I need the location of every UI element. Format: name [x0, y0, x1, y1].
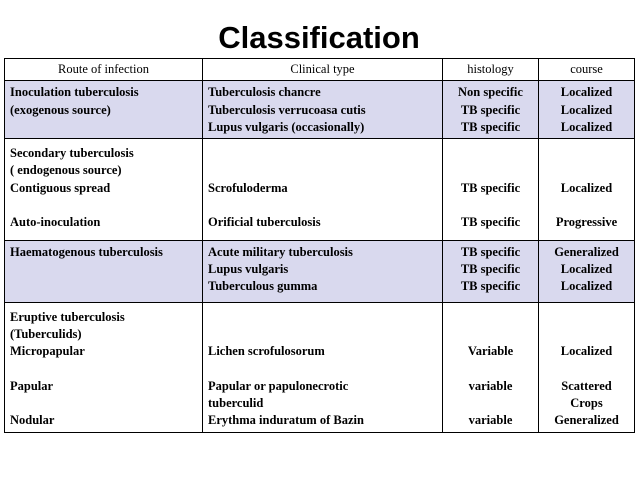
- course-cell: [539, 139, 635, 240]
- table-row: [5, 240, 635, 302]
- route-line: Micropapular: [10, 344, 85, 359]
- header-histology: histology: [443, 59, 539, 81]
- spacer: [544, 162, 629, 179]
- table-row: [5, 81, 635, 139]
- route-cell: [5, 139, 203, 240]
- course-line: Generalized: [554, 244, 619, 259]
- clinical-line: Tuberculous gumma: [208, 279, 318, 294]
- clinical-line: Lichen scrofulosorum: [208, 344, 325, 359]
- histology-line: TB specific: [460, 261, 521, 276]
- histology-line: Non specific: [458, 85, 523, 100]
- spacer: [448, 326, 533, 343]
- table-row: [5, 139, 635, 240]
- course-line: Localized: [560, 102, 613, 117]
- course-line: Localized: [560, 85, 613, 100]
- clinical-cell: [203, 139, 443, 240]
- spacer: [208, 197, 437, 214]
- route-line: Secondary tuberculosis: [10, 146, 134, 161]
- route-cell: [5, 240, 203, 302]
- clinical-cell: [203, 81, 443, 139]
- header-route: Route of infection: [5, 59, 203, 81]
- spacer: [208, 360, 437, 377]
- spacer: [448, 395, 533, 412]
- spacer: [544, 326, 629, 343]
- clinical-line: Papular or papulonecrotic: [208, 378, 349, 393]
- course-line: Localized: [560, 119, 613, 134]
- header-row: [5, 59, 635, 81]
- course-line: Generalized: [554, 413, 619, 428]
- histology-line: TB specific: [460, 215, 521, 230]
- spacer: [208, 145, 437, 162]
- clinical-cell: [203, 240, 443, 302]
- histology-line: TB specific: [460, 119, 521, 134]
- clinical-line: Scrofuloderma: [208, 180, 288, 195]
- course-cell: [539, 240, 635, 302]
- clinical-cell: [203, 302, 443, 432]
- histology-line: TB specific: [460, 244, 521, 259]
- histology-cell: [443, 139, 539, 240]
- spacer: [448, 360, 533, 377]
- spacer: [544, 360, 629, 377]
- route-line: Papular: [10, 378, 54, 393]
- route-line: (exogenous source): [10, 102, 111, 117]
- spacer: [448, 162, 533, 179]
- spacer: [208, 309, 437, 326]
- classification-table: [4, 58, 635, 433]
- course-line: Crops: [570, 396, 603, 411]
- route-line: ( endogenous source): [10, 163, 122, 178]
- clinical-line: tuberculid: [208, 396, 264, 411]
- route-line: Inoculation tuberculosis: [10, 85, 139, 100]
- spacer: [208, 326, 437, 343]
- route-line: (Tuberculids): [10, 326, 82, 341]
- route-line: Auto-inoculation: [10, 215, 101, 230]
- clinical-line: Orificial tuberculosis: [208, 215, 321, 230]
- table-row: [5, 302, 635, 432]
- spacer: [448, 145, 533, 162]
- spacer: [544, 197, 629, 214]
- course-line: Localized: [560, 180, 613, 195]
- clinical-line: Lupus vulgaris (occasionally): [208, 119, 365, 134]
- spacer: [10, 395, 197, 412]
- page-title: Classification: [218, 20, 420, 55]
- histology-line: TB specific: [460, 102, 521, 117]
- route-cell: [5, 81, 203, 139]
- histology-line: variable: [468, 378, 513, 393]
- route-cell: [5, 302, 203, 432]
- header-course: course: [539, 59, 635, 81]
- spacer: [448, 197, 533, 214]
- histology-line: TB specific: [460, 279, 521, 294]
- spacer: [544, 145, 629, 162]
- course-line: Localized: [560, 344, 613, 359]
- histology-cell: [443, 240, 539, 302]
- header-clinical-type: Clinical type: [203, 59, 443, 81]
- clinical-line: Erythma induratum of Bazin: [208, 413, 364, 428]
- clinical-line: Acute military tuberculosis: [208, 244, 353, 259]
- clinical-line: Tuberculosis verrucoasa cutis: [208, 102, 366, 117]
- clinical-line: Lupus vulgaris: [208, 261, 289, 276]
- histology-line: Variable: [467, 344, 514, 359]
- histology-line: TB specific: [460, 180, 521, 195]
- course-line: Localized: [560, 279, 613, 294]
- course-line: Scattered: [561, 378, 612, 393]
- histology-cell: [443, 302, 539, 432]
- histology-cell: [443, 81, 539, 139]
- spacer: [544, 309, 629, 326]
- course-line: Localized: [560, 261, 613, 276]
- course-cell: [539, 81, 635, 139]
- route-line: Haematogenous tuberculosis: [10, 244, 163, 259]
- spacer: [10, 360, 197, 377]
- route-line: Eruptive tuberculosis: [10, 309, 125, 324]
- spacer: [208, 162, 437, 179]
- spacer: [448, 309, 533, 326]
- route-line: Nodular: [10, 413, 55, 428]
- spacer: [10, 197, 197, 214]
- histology-line: variable: [468, 413, 513, 428]
- course-cell: [539, 302, 635, 432]
- course-line: Progressive: [555, 215, 618, 230]
- route-line: Contiguous spread: [10, 180, 111, 195]
- clinical-line: Tuberculosis chancre: [208, 85, 321, 100]
